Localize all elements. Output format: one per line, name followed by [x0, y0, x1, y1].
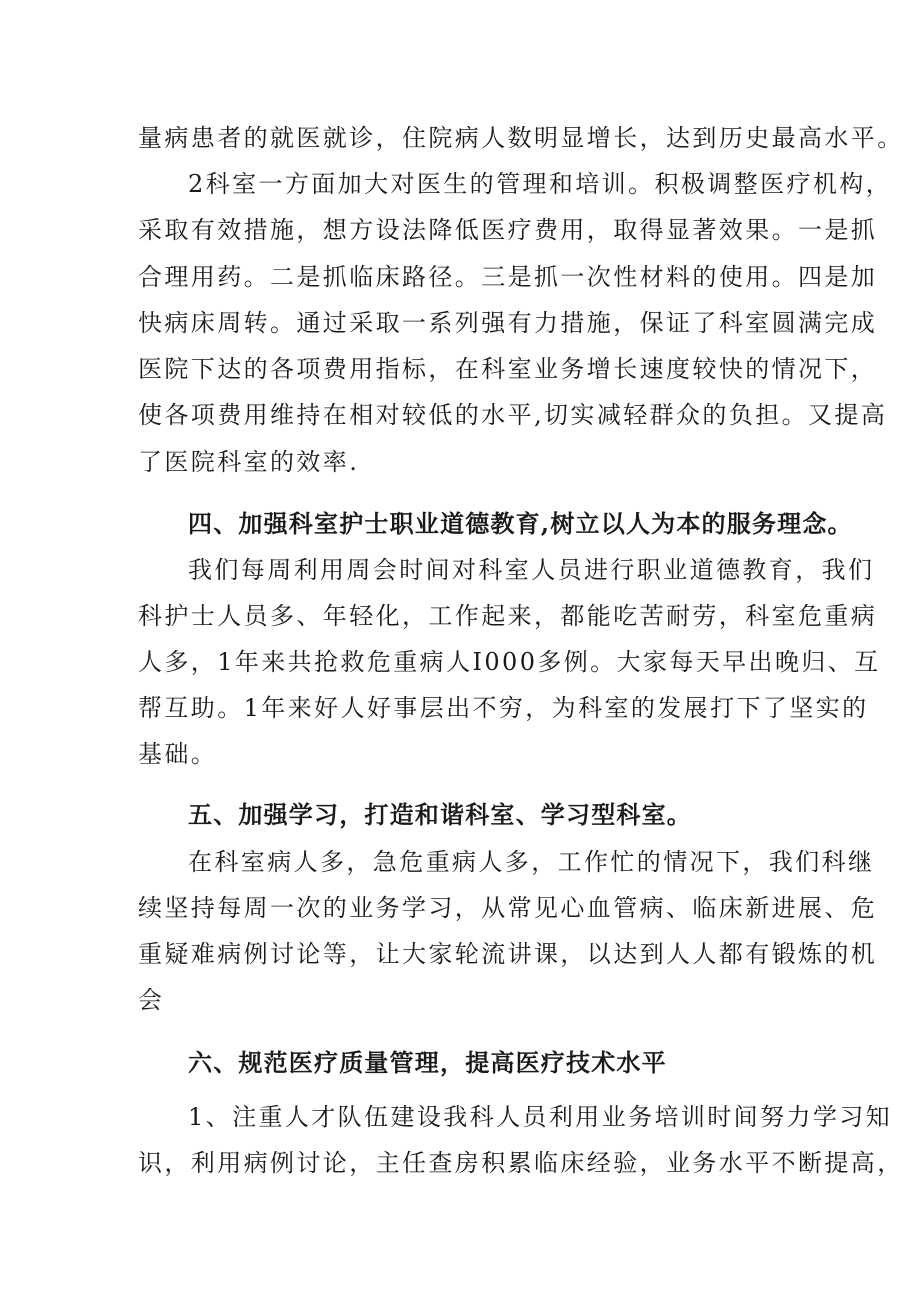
paragraph-line: 帮互助。1年来好人好事层出不穷，为科室的发展打下了坚实的 — [138, 694, 869, 722]
paragraph-line: 快病床周转。通过采取一系列强有力措施，保证了科室圆满完成 — [138, 309, 878, 337]
section-heading: 五、加强学习，打造和谐科室、学习型科室。 — [188, 800, 692, 829]
section-heading: 六、规范医疗质量管理，提高医疗技术水平 — [188, 1048, 667, 1077]
paragraph-line: 1、注重人才队伍建设我科人员利用业务培训时间努力学习知 — [188, 1103, 893, 1131]
paragraph-line: 识，利用病例讨论，主任查房积累临床经验，业务水平不断提高， — [138, 1149, 904, 1177]
paragraph-line: 合理用药。二是抓临床路径。三是抓一次性材料的使用。四是加 — [138, 263, 878, 291]
paragraph-line: 在科室病人多，急危重病人多，工作忙的情况下，我们科继 — [188, 848, 875, 876]
paragraph-line: 量病患者的就医就诊，住院病人数明显增长，达到历史最高水平。 — [138, 124, 904, 152]
paragraph-line: 采取有效措施，想方设法降低医疗费用，取得显著效果。一是抓 — [138, 216, 878, 244]
paragraph-line: 2科室一方面加大对医生的管理和培训。积极调整医疗机构， — [188, 170, 893, 198]
paragraph-line: 使各项费用维持在相对较低的水平,切实减轻群众的负担。又提高 — [138, 401, 888, 429]
paragraph-line: 重疑难病例讨论等，让大家轮流讲课，以达到人人都有锻炼的机 — [138, 940, 878, 968]
paragraph-line: 基础。 — [138, 740, 218, 768]
paragraph-line: 医院下达的各项费用指标，在科室业务增长速度较快的情况下， — [138, 355, 878, 383]
paragraph-line: 我们每周利用周会时间对科室人员进行职业道德教育，我们 — [188, 556, 875, 584]
section-heading: 四、加强科室护士职业道德教育,树立以人为本的服务理念。 — [188, 509, 853, 538]
paragraph-line: 科护士人员多、年轻化，工作起来，都能吃苦耐劳，科室危重病 — [138, 602, 878, 630]
paragraph-line: 续坚持每周一次的业务学习，从常见心血管病、临床新进展、危 — [138, 894, 878, 922]
paragraph-line: 会 — [138, 986, 165, 1014]
paragraph-line: 人多，1年来共抢救危重病人I000多例。大家每天早出晚归、互 — [138, 648, 881, 676]
paragraph-line: 了医院科室的效率. — [138, 448, 360, 476]
